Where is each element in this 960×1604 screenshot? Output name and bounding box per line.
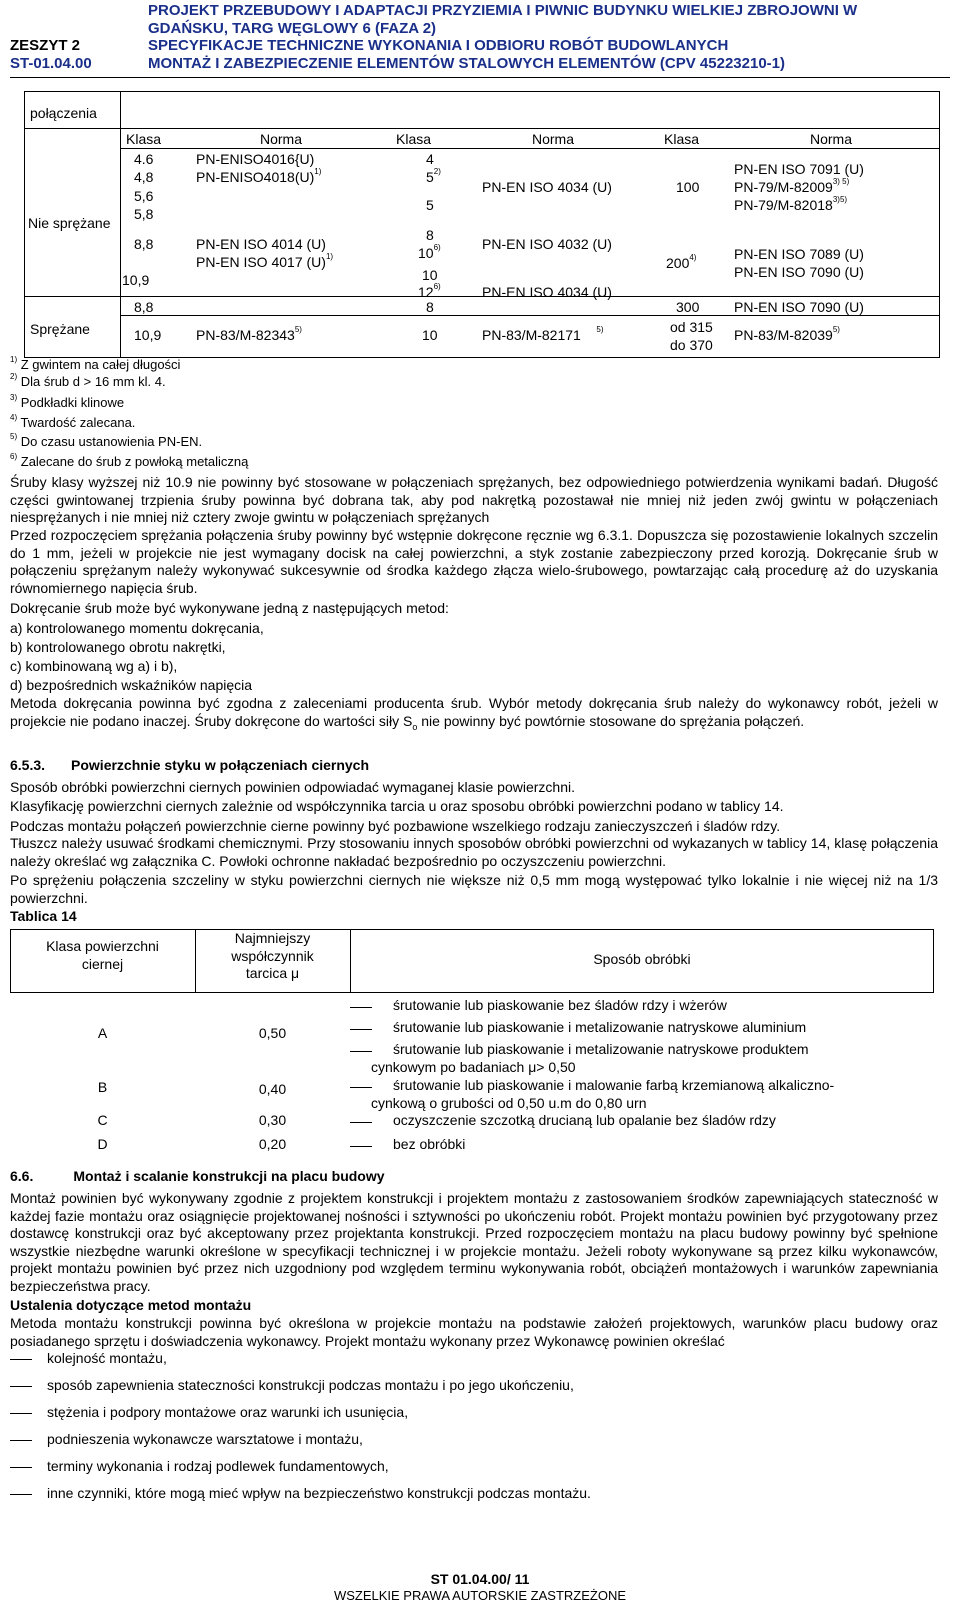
class-b: B [97,1079,108,1095]
spr-k3-do370: do 370 [670,337,713,353]
assembly-item-1: kolejność montażu, [47,1350,167,1366]
paragraph-assembly-method: Metoda montażu konstrukcji powinna być określona w projekcie montażu na podstawie założeń projektowych, warunków placu budowy oraz posiadanego sprzętu i doświadczenia wykonawcy. Projekt montażu wykonany przez Wykonawcę powinien określać [10,1315,938,1349]
footnote-5: $^{5)}$ Do czasu ustanowienia PN-EN. [10,432,203,449]
mu-a: 0,50 [258,1025,287,1041]
assembly-item-2: sposób zapewnienia stateczności konstrukcji podczas montażu i po jego ukończeniu, [47,1377,574,1393]
paragraph-assembly: Montaż powinien być wykonywany zgodnie z projektem konstrukcji i projektem montażu z zastosowaniem środków zapewniających stateczność w każdej fazie montażu oraz osiągnięcie projektowanej nośności i sztywności po ukończeniu robót. Projekt montażu powinien być przygotowany przez dostawcę konstrukcji oraz być akceptowany przez projektanta konstrukcji. Przed rozpoczęciem montażu na placu budowy powinny być spełnione wszystkie niezbędne warunki określone w specyfikacji technicznej i w projekcie montażu. Jeżeli roboty wykonywane są przez kilku wykonawców, projekt montażu powinien być przez nich uzgodniony pod względem terminu wykonywania robót, obciążeń montażowych i warunków zapewniania bezpieczeństwa pracy. [10,1190,938,1294]
class-c: C [97,1112,108,1128]
spr-n1: PN-83/M-82343$^{5)}$ [196,325,302,343]
spr-n3-iso7090: PN-EN ISO 7090 (U) [734,299,864,315]
spr-k2-8: 8 [426,299,434,315]
spr-k3-300: 300 [676,299,700,315]
method-a3a: śrutowanie lub piaskowanie i metalizowanie natryskowe produktem [393,1041,809,1057]
k2-10a: 10$^{6)}$ [418,243,441,261]
paragraph-friction-2: Klasyfikację powierzchni ciernych zależnie od współczynnika tarcia u oraz sposobu obróbki powierzchni podano w tablicy 14. [10,798,784,814]
th-klasa-powierzchni: Klasa powierzchni ciernej [46,938,159,972]
paragraph-friction-5: Po sprężeniu połączenia szczeliny w styku powierzchni ciernych nie większe niż 0,5 mm mogą występować tylko lokalnie i nie więcej niż na 1/3 powierzchni. [10,872,938,906]
assembly-item-6: inne czynniki, które mogą mieć wpływ na bezpieczeństwo konstrukcji podczas montażu. [47,1485,591,1501]
n1-iso4016: PN-ENISO4016{U) [196,151,315,167]
spec-line: SPECYFIKACJE TECHNICZNE WYKONANIA I ODBIORU ROBÓT BUDOWLANYCH [148,37,729,54]
method-b1a: śrutowanie lub piaskowanie i malowanie farbą krzemianową alkaliczno- [393,1077,835,1093]
section-title: MONTAŻ I ZABEZPIECZENIE ELEMENTÓW STALOWYCH ELEMENTÓW (CPV 45223210-1) [148,54,785,72]
paragraph-friction-3: Podczas montażu połączeń powierzchnie cierne powinny być pozbawione wszelkiego rodzaju zanieczyszczeń i śladów rdzy. [10,818,781,834]
footnote-4: $^{4)}$ Twardość zalecana. [10,413,136,430]
assembly-item-4: podnieszenia wykonawcze warsztatowe i montażu, [47,1431,363,1447]
k2-12: 12$^{6)}$ [418,282,441,300]
header-polaczenia: połączenia [30,105,97,121]
paragraph-bolt-class: Śruby klasy wyższej niż 10.9 nie powinny być stosowane w połączeniach sprężanych, bez odpowiedniego potwierdzenia wynikami badań. Długość części gwintowanej trzpienia śruby powinna być dobrana tak, aby pod nakrętką pozostawał nie mniej niż jeden zwój gwintu w połączeniach niesprężanych i nie mniej niż cztery zwoje gwintu w połączeniach sprężanych [10,474,938,525]
n3-m82009: $PN-79/M-82009^{3) 5)}$ [734,177,850,195]
k2-5a: 5$^{2)}$ [426,167,441,185]
paragraph-friction-4: Tłuszcz należy usuwać środkami chemicznymi. Przy stosowaniu innych sposobów obróbki powierzchni od wykazanych w tablicy 14, klasę połączenia należy określać wg załącznika C. Powłoki ochronne nakładać bezpośrednio po oczyszczeniu powierzchni. [10,835,938,869]
assembly-item-3: stężenia i podpory montażowe oraz warunki ich usunięcia, [47,1404,409,1420]
spr-n2: PN-83/M-82171 $^{5)}$ [482,325,604,343]
mu-c: 0,30 [258,1112,287,1128]
spr-k1-88: 8,8 [134,299,154,315]
method-c1: oczyszczenie szczotką drucianą lub opalanie bez śladów rdzy [393,1112,776,1128]
mu-b: 0,40 [258,1081,287,1097]
k1-48: 4,8 [134,169,154,185]
k1-58: 5,8 [134,206,154,222]
k3-100: 100 [676,179,700,195]
page-header [10,2,950,72]
header-rule [10,77,950,78]
project-title-line2: GDAŃSKU, TARG WĘGLOWY 6 (FAZA 2) [148,19,437,37]
mu-d: 0,20 [258,1136,287,1152]
project-title-line1: PROJEKT PRZEBUDOWY I ADAPTACJI PRZYZIEMIA I PIWNIC BUDYNKU WIELKIEJ ZBROJOWNI W [148,2,858,19]
th-sposob-obrobki: Sposób obróbki [593,951,691,967]
paragraph-prestress: Przed rozpoczęciem sprężania połączenia śruby powinny być wstępnie dokręcone ręcznie wg 6.3.1. Dopuszcza się pozostawienie lokalnych szczelin do 1 mm, jeżeli w projekcie nie jest wymagany docisk na całej powierzchni, a styk zostanie zabezpieczony przed korozją. Dokręcanie śrub w połączeniu sprężanym należy wykonywać sukcesywnie od środka każdego złącza wielo-śrubowego, powtarzając całą procedurę aż do uzyskania równomiernego napięcia śrub. [10,527,938,596]
spr-k2-10: 10 [422,327,438,343]
n2-iso4034a: PN-EN ISO 4034 (U) [482,179,612,195]
th-klasa-3: Klasa [664,131,700,147]
paragraph-methods: Dokręcanie śrub może być wykonywane jedną z następujących metod: [10,600,449,616]
method-d1: bez obróbki [393,1136,466,1152]
k1-109: 10,9 [122,272,150,288]
k2-5b: 5 [426,197,434,213]
n1-iso4018: $PN-ENISO4018(U)^{1)}$ [196,167,322,185]
th-wspolczynnik: Najmniejszy współczynnik tarcica μ [231,930,314,981]
th-klasa-1: Klasa [126,131,162,147]
table-14-title: Tablica 14 [10,908,77,924]
spr-k1-109: 10,9 [134,327,162,343]
subheading-methods: Ustalenia dotyczące metod montażu [10,1297,252,1313]
footnote-1: $^{1)}$ Z gwintem na całej długości [10,355,181,372]
method-b1b: cynkową o grubości od 0,50 u.m do 0,80 urn [371,1095,647,1111]
method-a3b: cynkowym po badaniach μ> 0,50 [371,1059,576,1075]
method-d: d) bezpośrednich wskaźników napięcia [10,677,253,693]
footnote-6: $^{6)}$ Zalecane do śrub z powłoką metaliczną [10,452,249,469]
n3-iso7090a: PN-EN ISO 7090 (U) [734,264,864,280]
zeszyt-label: ZESZYT 2 [10,37,81,54]
spr-n3-m82039: PN-83/M-82039$^{5)}$ [734,325,840,343]
n1-iso4014: PN-EN ISO 4014 (U) [196,236,326,252]
heading-6-6: 6.6. Montaż i scalanie konstrukcji na placu budowy [10,1168,385,1184]
paragraph-tightening: Metoda dokręcania powinna być zgodna z zaleceniami producenta śrub. Wybór metody dokręcania śrub należy do wykonawcy robót, jeżeli w projekcie nie podano inaczej. Śruby dokręcone do wartości siły $S_o$ nie powinny być powtórnie stosowane do sprężania połączeń. [10,695,938,732]
footnote-2: $^{2)}$ Dla śrub d > 16 mm kl. 4. [10,372,166,389]
method-c: c) kombinowaną wg a) i b), [10,658,178,674]
k3-200: 200$^{4)}$ [666,253,697,271]
bolt-class-table [24,91,940,357]
table-14 [10,929,934,1162]
n1-iso4017: PN-EN ISO 4017 $(U)^{1)}$ [196,252,334,270]
footnote-3: $^{3)}$ Podkładki klinowe [10,393,125,410]
th-norma-2: Norma [532,131,575,147]
k2-10b: 10 [422,267,438,283]
th-klasa-2: Klasa [396,131,432,147]
k1-56: 5,6 [134,188,154,204]
n3-iso7089: PN-EN ISO 7089 (U) [734,246,864,262]
assembly-item-5: terminy wykonania i rodzaj podlewek fundamentowych, [47,1458,389,1474]
n2-iso4034b: PN-EN ISO 4034 (U) [482,284,612,300]
k2-8: 8 [426,227,434,243]
method-b: b) kontrolowanego obrotu nakrętki, [10,639,226,655]
method-a1: śrutowanie lub piaskowanie bez śladów rdzy i wżerów [393,997,727,1013]
method-a2: śrutowanie lub piaskowanie i metalizowanie natryskowe aluminium [393,1019,807,1035]
row-label-sprezane: Sprężane [30,321,90,337]
method-a: a) kontrolowanego momentu dokręcania, [10,620,264,636]
copyright-notice: WSZELKIE PRAWA AUTORSKIE ZASTRZEŻONE [333,1588,627,1603]
class-a: A [97,1025,108,1041]
n3-m82018: $PN-79/M-82018^{3)5)}$ [734,195,848,213]
th-norma-3: Norma [810,131,853,147]
th-norma-1: Norma [260,131,303,147]
row-label-niesprezane: Nie sprężane [28,215,111,231]
spr-k3-od315: od 315 [670,319,713,335]
n2-iso4032: PN-EN ISO 4032 (U) [482,236,612,252]
heading-6-5-3: 6.5.3. Powierzchnie styku w połączeniach ciernych [10,757,370,773]
spec-code: ST-01.04.00 [10,54,92,72]
n3-iso7091: PN-EN ISO 7091 (U) [734,161,864,177]
k1-46: 4.6 [134,151,154,167]
page-number: ST 01.04.00/ 11 [430,1571,530,1587]
paragraph-friction-1: Sposób obróbki powierzchni ciernych powinien odpowiadać wymaganej klasie powierzchni. [10,779,575,795]
k2-4: 4 [426,151,434,167]
class-d: D [97,1136,108,1152]
k1-88: 8,8 [134,236,154,252]
